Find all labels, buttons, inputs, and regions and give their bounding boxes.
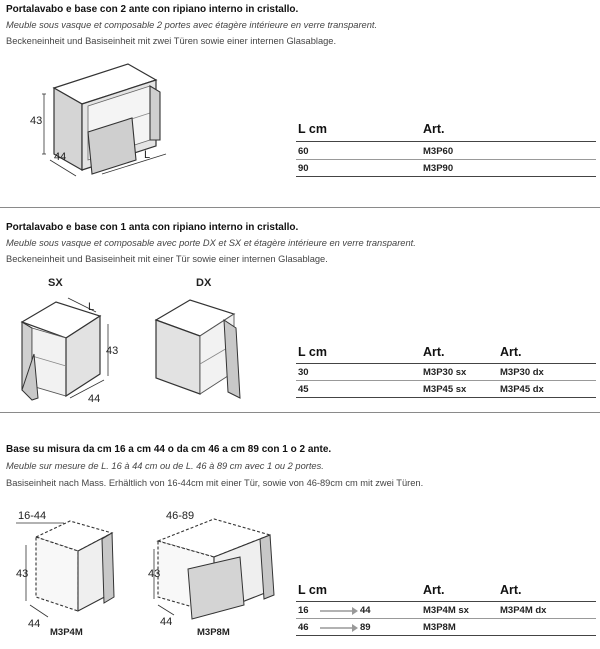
dim-length: L: [144, 149, 151, 161]
section-subtitle-fr: Meuble sur mesure de L. 16 à 44 cm ou de L. 46 à 89 cm avec 1 ou 2 portes.: [6, 461, 324, 471]
section-divider: [0, 412, 600, 413]
section-subtitle-fr: Meuble sous vasque et composable 2 portes avec étagère intérieure en verre transparent.: [6, 20, 378, 30]
dim-height: 43: [106, 345, 119, 357]
model-label: M3P8M: [197, 627, 230, 638]
table-cell-art-dx: M3P30 dx: [500, 367, 544, 378]
table-cell-art-dx: M3P45 dx: [500, 384, 544, 395]
custom-base-drawing: [8, 505, 288, 635]
section-subtitle-de: Basiseinheit nach Mass. Erhältlich von 16-44cm mit einer Tür, sowie von 46-89cm cm mit zwei Türen.: [6, 478, 424, 488]
table-header-l: L cm: [298, 345, 327, 359]
table-cell-to: 89: [360, 622, 371, 633]
dim-depth: 44: [88, 393, 101, 404]
table-cell-art-sx: M3P4M sx: [423, 605, 469, 616]
dim-height: 43: [148, 568, 161, 580]
section-title: Portalavabo e base con 1 anta con ripiano interno in cristallo.: [6, 222, 299, 233]
dim-depth: 44: [160, 616, 173, 628]
table-cell-art-sx: M3P45 sx: [423, 384, 467, 395]
table-cell-art-sx: M3P8M: [423, 622, 456, 633]
section-subtitle-fr: Meuble sous vasque et composable avec porte DX et SX et étagère intérieure en verre transparent.: [6, 238, 416, 248]
dim-height: 43: [30, 115, 43, 127]
dim-height: 43: [16, 568, 29, 580]
section-one-door-unit: [0, 212, 600, 412]
table-bottom-rule: [296, 176, 596, 177]
table-header-art-dx: Art.: [500, 583, 522, 597]
table-bottom-rule: [296, 397, 596, 398]
section-custom-base: [0, 417, 600, 649]
table-cell-from: 16: [298, 605, 309, 616]
table-cell-from: 46: [298, 622, 309, 633]
table-header-art-sx: Art.: [423, 345, 445, 359]
table-cell-art-dx: M3P4M dx: [500, 605, 547, 616]
table-cell-l: 60: [298, 146, 309, 157]
table-bottom-rule: [296, 635, 596, 636]
table-cell-to: 44: [360, 605, 371, 616]
dim-depth: 44: [54, 151, 67, 163]
one-door-cabinet-drawing: [10, 274, 270, 404]
table-cell-l: 90: [298, 163, 309, 174]
section-subtitle-de: Beckeneinheit und Basiseinheit mit zwei Türen sowie einer internen Glasablage.: [6, 36, 337, 46]
table-header-l: L cm: [298, 583, 327, 597]
label-dx: DX: [196, 277, 212, 289]
table-row-rule: [296, 380, 596, 381]
table-header-art: Art.: [423, 122, 445, 136]
section-subtitle-de: Beckeneinheit und Basiseinheit mit einer Tür sowie einer internen Glasablage.: [6, 254, 328, 264]
table-header-rule: [296, 363, 596, 364]
table-header-l: L cm: [298, 122, 327, 136]
range-arrow-icon: [318, 606, 358, 616]
range-arrow-icon: [318, 623, 358, 633]
table-row-rule: [296, 159, 596, 160]
table-header-rule: [296, 141, 596, 142]
table-cell-art: M3P90: [423, 163, 454, 174]
table-cell-l: 45: [298, 384, 309, 395]
dim-depth: 44: [28, 618, 41, 630]
two-door-cabinet-drawing: [28, 58, 228, 188]
width-range: 46-89: [166, 510, 195, 522]
label-sx: SX: [48, 277, 63, 289]
model-label: M3P4M: [50, 627, 83, 638]
table-cell-l: 30: [298, 367, 309, 378]
table-cell-art-sx: M3P30 sx: [423, 367, 467, 378]
table-cell-art: M3P60: [423, 146, 454, 157]
table-header-art-sx: Art.: [423, 583, 445, 597]
table-row-rule: [296, 618, 596, 619]
width-range: 16-44: [18, 510, 47, 522]
section-divider: [0, 207, 600, 208]
section-title: Base su misura da cm 16 a cm 44 o da cm 46 a cm 89 con 1 o 2 ante.: [6, 444, 332, 455]
table-header-rule: [296, 601, 596, 602]
section-two-door-unit: [0, 0, 600, 212]
table-header-art-dx: Art.: [500, 345, 522, 359]
section-title: Portalavabo e base con 2 ante con ripiano interno in cristallo.: [6, 4, 299, 15]
dim-length: L: [88, 301, 95, 313]
